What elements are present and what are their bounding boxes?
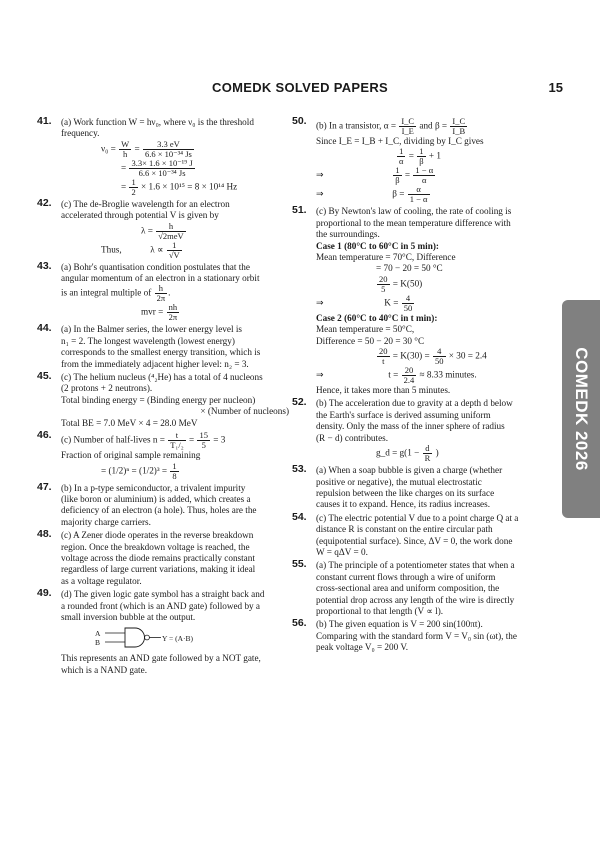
numerator: 20 bbox=[379, 346, 388, 357]
question-number: 49. bbox=[37, 587, 52, 600]
gate-output: Y = (A·B) bbox=[162, 634, 194, 644]
eq-part: = bbox=[121, 181, 127, 192]
eq-part: λ = bbox=[141, 225, 153, 236]
numerator: 4 bbox=[402, 294, 415, 304]
eq-part: ⇒ bbox=[316, 189, 324, 200]
fraction bbox=[402, 294, 415, 313]
numerator: 20 bbox=[402, 366, 417, 376]
text-line: Hence, it takes more than 5 minutes. bbox=[316, 385, 451, 396]
eq-part: = bbox=[121, 162, 127, 173]
question-number: 41. bbox=[37, 115, 52, 127]
denominator: 50 bbox=[403, 302, 413, 313]
equation bbox=[316, 185, 557, 204]
eq-part: (b) In a transistor, α = bbox=[316, 120, 397, 131]
question-number: 43. bbox=[37, 259, 52, 272]
fraction bbox=[167, 241, 182, 260]
eq-part: = K(30) = bbox=[392, 350, 430, 361]
eq-part: g_d = g(1 − bbox=[376, 447, 420, 458]
equation bbox=[61, 222, 291, 241]
question-number: 53. bbox=[292, 463, 307, 476]
text-line: n₁ = 2. The longest wavelength (lowest energy) bbox=[61, 335, 235, 346]
text-line: constant current flows through a wire of uniform bbox=[316, 571, 496, 582]
text-line: Fraction of original sample remaining bbox=[61, 450, 201, 461]
eq-part: λ ∝ bbox=[150, 244, 164, 255]
denominator: β bbox=[395, 175, 400, 186]
text-line: (a) In the Balmer series, the lower energy level is bbox=[61, 324, 242, 335]
fraction bbox=[155, 284, 168, 303]
text-part: is an integral multiple of bbox=[61, 288, 152, 299]
denominator: 50 bbox=[435, 356, 444, 367]
numerator: 1 − α bbox=[415, 165, 434, 176]
text-line: Mean temperature = 50°C, bbox=[316, 324, 415, 335]
question-number: 48. bbox=[37, 528, 52, 541]
question-46 bbox=[37, 431, 291, 480]
equation bbox=[61, 140, 291, 159]
text-line: a rounded front (which is an AND gate) followed by a bbox=[61, 600, 261, 611]
right-column bbox=[292, 117, 557, 656]
text-line: regardless of large current variations, making it ideal bbox=[61, 564, 256, 575]
question-number: 47. bbox=[37, 480, 52, 493]
question-number: 51. bbox=[292, 204, 307, 217]
eq-part: (c) Number of half-lives n = bbox=[61, 434, 165, 445]
text-line: density. Only the mass of the inner sphere of radius bbox=[316, 421, 505, 432]
text-line: (a) Work function W = hν₀, where ν₀ is the threshold bbox=[61, 117, 254, 127]
text-line: (c) The de-Broglie wavelength for an electron bbox=[61, 198, 230, 209]
numerator: 1 bbox=[397, 147, 405, 157]
text-line: which is a NAND gate. bbox=[61, 664, 147, 675]
text-line: Total BE = 7.0 MeV × 4 = 28.0 MeV bbox=[61, 417, 198, 428]
fraction bbox=[119, 140, 131, 159]
text-line: (R − d) contributes. bbox=[316, 432, 389, 443]
eq-part: = bbox=[408, 151, 414, 162]
text-line: accelerated through potential V is given by bbox=[61, 210, 219, 221]
text-line: voltage across the diode remains practically constant bbox=[61, 552, 255, 563]
text-line: as a voltage regulator. bbox=[61, 575, 142, 586]
question-number: 52. bbox=[292, 396, 307, 409]
question-47 bbox=[37, 480, 291, 529]
text-line: (b) In a p-type semiconductor, a trivalent impurity bbox=[61, 482, 246, 493]
question-number: 50. bbox=[292, 115, 307, 127]
fraction bbox=[129, 159, 194, 178]
eq-part: = bbox=[404, 170, 411, 181]
numerator: 4 bbox=[433, 347, 446, 357]
fraction bbox=[168, 431, 185, 450]
denominator: I_B bbox=[452, 126, 466, 136]
equation bbox=[61, 159, 291, 178]
text-line: Case 1 (80°C to 60°C in 5 min): bbox=[316, 240, 439, 251]
text-line: (a) Bohr's quantisation condition postulates that the bbox=[61, 261, 250, 272]
equation bbox=[316, 366, 557, 385]
text-line: (equipotential surface). Since, ΔV = 0, the work done bbox=[316, 535, 513, 546]
fraction bbox=[408, 185, 430, 204]
eq-part: × 1.6 × 10¹⁵ = 8 × 10¹⁴ Hz bbox=[141, 181, 238, 192]
text-line: is an integral multiple of $\frac{h}{2\pi}$ . bbox=[61, 283, 171, 304]
eq-part: K = bbox=[384, 297, 399, 308]
numerator: 15 bbox=[199, 430, 208, 441]
denominator: 5 bbox=[381, 283, 386, 294]
fraction bbox=[170, 462, 178, 481]
question-53 bbox=[292, 465, 557, 511]
eq-part: ⇒ bbox=[316, 369, 324, 380]
denominator: α bbox=[422, 175, 427, 186]
fraction bbox=[417, 147, 425, 166]
eq-part: = bbox=[189, 434, 195, 445]
text-line: peak voltage V₀ = 200 V. bbox=[316, 642, 409, 653]
denominator: t bbox=[382, 356, 385, 367]
equation bbox=[316, 117, 557, 136]
denominator: α bbox=[399, 156, 404, 167]
question-44 bbox=[37, 324, 291, 370]
text-line: potential drop across any length of the wire is directly bbox=[316, 594, 515, 605]
eq-part: = (1/2)ⁿ = (1/2)³ = bbox=[101, 465, 168, 476]
numerator: t bbox=[168, 431, 185, 441]
fraction bbox=[450, 117, 467, 136]
fraction bbox=[143, 140, 194, 159]
denominator: T₁/₂ bbox=[170, 440, 184, 451]
fraction bbox=[423, 444, 433, 463]
numerator: I_C bbox=[452, 116, 466, 126]
left-column bbox=[37, 117, 291, 678]
fraction bbox=[397, 147, 405, 166]
numerator: 3.3 eV bbox=[143, 140, 194, 150]
text-line: angular momentum of an electron in a stationary orbit bbox=[61, 273, 260, 284]
denominator: β bbox=[419, 156, 424, 167]
question-42 bbox=[37, 196, 291, 260]
fraction bbox=[156, 222, 185, 241]
text-line: proportional to the mean temperature difference with bbox=[316, 217, 511, 228]
fraction bbox=[197, 431, 210, 450]
denominator: h bbox=[123, 148, 128, 159]
text-line: (2 protons + 2 neutrons). bbox=[61, 383, 153, 394]
nand-gate-diagram bbox=[91, 625, 291, 651]
question-54 bbox=[292, 510, 557, 559]
denominator: I_E bbox=[401, 126, 414, 136]
denominator: 2 bbox=[131, 186, 136, 197]
text-line: (d) The given logic gate symbol has a straight back and bbox=[61, 589, 265, 600]
question-50 bbox=[292, 117, 557, 204]
side-tab bbox=[562, 300, 600, 518]
page-number: 15 bbox=[548, 80, 563, 95]
eq-part: = K(50) bbox=[392, 278, 423, 289]
gate-input-a: A bbox=[95, 629, 101, 639]
gate-input-b: B bbox=[95, 638, 101, 648]
text-line: (like boron or aluminium) is added, which creates a bbox=[61, 493, 251, 504]
denominator: 2π bbox=[156, 293, 166, 304]
denominator: 8 bbox=[172, 470, 177, 481]
equation bbox=[316, 166, 557, 185]
fraction bbox=[433, 347, 446, 366]
equation bbox=[316, 147, 557, 166]
eq-part: = 3 bbox=[213, 434, 226, 445]
numerator: I_C bbox=[401, 116, 415, 126]
text-line: × (Number of nucleons) bbox=[200, 406, 289, 417]
equation bbox=[61, 241, 291, 260]
numerator: W bbox=[121, 138, 130, 149]
numerator: 1 bbox=[172, 460, 177, 471]
eq-part: ν₀ = bbox=[101, 143, 116, 154]
question-43 bbox=[37, 259, 291, 323]
text-line: (a) The principle of a potentiometer states that when a bbox=[316, 560, 515, 571]
equation bbox=[316, 444, 557, 463]
text-line: This represents an AND gate followed by a NOT gate, bbox=[61, 653, 261, 664]
equation bbox=[316, 347, 557, 366]
eq-part: Thus, bbox=[101, 244, 122, 255]
denominator: 6.6 × 10⁻³⁴ Js bbox=[138, 167, 186, 178]
text-line: (c) The electric potential V due to a point charge Q at a bbox=[316, 512, 519, 523]
question-number: 56. bbox=[292, 617, 307, 630]
fraction bbox=[413, 166, 435, 185]
denominator: 2.4 bbox=[403, 375, 415, 386]
eq-part: ⇒ bbox=[316, 297, 324, 308]
text-line: from the immediately adjacent higher level: n₂ = 3. bbox=[61, 358, 249, 369]
question-52 bbox=[292, 398, 557, 463]
numerator: 20 bbox=[379, 273, 388, 284]
question-55 bbox=[292, 560, 557, 617]
numerator: nh bbox=[167, 303, 180, 313]
numerator: 1 bbox=[417, 147, 425, 157]
numerator: 1 bbox=[131, 176, 136, 187]
text-line: (b) The given equation is V = 200 sin(100πt). bbox=[316, 619, 483, 630]
equation bbox=[61, 462, 291, 481]
text-line: distance R is constant on the entire circular path bbox=[316, 524, 493, 535]
eq-part: ≈ 8.33 minutes. bbox=[419, 369, 477, 380]
fraction bbox=[167, 303, 180, 322]
text-line: Difference = 50 − 20 = 30 °C bbox=[316, 335, 425, 346]
equation bbox=[61, 303, 291, 322]
text-line: corresponds to the smallest energy transition, which is bbox=[61, 347, 261, 358]
side-tab-text: COMEDK 2026 bbox=[572, 347, 591, 471]
numerator: h bbox=[155, 284, 168, 294]
page-header bbox=[0, 80, 600, 100]
equation bbox=[61, 431, 291, 450]
fraction bbox=[377, 347, 390, 366]
equation bbox=[316, 294, 557, 313]
text-line: small inversion bubble at the output. bbox=[61, 611, 196, 622]
text-line: (c) By Newton's law of cooling, the rate of cooling is bbox=[316, 206, 512, 217]
denominator: 1 − α bbox=[409, 194, 428, 205]
denominator: √V bbox=[168, 249, 180, 260]
eq-part: + 1 bbox=[428, 151, 441, 162]
fraction bbox=[402, 366, 417, 385]
denominator: R bbox=[424, 453, 431, 464]
text-line: (c) A Zener diode operates in the reverse breakdown bbox=[61, 530, 254, 541]
text-line: causes it to expand. Hence, its radius increases. bbox=[316, 499, 490, 510]
numerator: h bbox=[156, 222, 185, 232]
eq-part: ⇒ bbox=[316, 170, 324, 181]
text-line: (c) The helium nucleus (⁴₂He) has a total of 4 nucleons bbox=[61, 372, 263, 383]
text-line: (b) The acceleration due to gravity at a depth d below bbox=[316, 398, 513, 409]
fraction bbox=[129, 178, 137, 197]
fraction bbox=[399, 117, 416, 136]
equation bbox=[316, 275, 557, 294]
text-line: repulsion between the like charges on its surface bbox=[316, 487, 495, 498]
text-line: Case 2 (60°C to 40°C in t min): bbox=[316, 312, 438, 323]
text-line: frequency. bbox=[61, 128, 100, 139]
denominator: 2π bbox=[168, 312, 178, 323]
eq-part: = bbox=[134, 143, 140, 154]
text-line: (a) When a soap bubble is given a charge (whether bbox=[316, 465, 503, 476]
question-48 bbox=[37, 530, 291, 587]
question-41 bbox=[37, 117, 291, 197]
question-number: 42. bbox=[37, 196, 52, 209]
question-number: 44. bbox=[37, 322, 52, 335]
text-line: W = qΔV = 0. bbox=[316, 546, 368, 557]
text-line: proportional to that length (V ∝ l). bbox=[316, 605, 444, 616]
numerator: α bbox=[408, 185, 430, 195]
eq-part: and β = bbox=[419, 120, 448, 131]
question-number: 54. bbox=[292, 510, 307, 523]
numerator: 1 bbox=[393, 166, 401, 176]
numerator: 1 bbox=[167, 241, 182, 251]
numerator: 3.3× 1.6 × 10⁻¹⁹ J bbox=[131, 157, 193, 168]
fraction bbox=[393, 166, 401, 185]
text-line: positive or negative), the mutual electrostatic bbox=[316, 476, 482, 487]
eq-part: × 30 = 2.4 bbox=[448, 350, 487, 361]
text-line: the surroundings. bbox=[316, 229, 380, 240]
text-line: = 70 − 20 = 50 °C bbox=[376, 263, 443, 274]
fraction bbox=[377, 275, 390, 294]
equation bbox=[61, 178, 291, 197]
question-number: 46. bbox=[37, 429, 52, 442]
text-line: region. Once the breakdown voltage is reached, the bbox=[61, 541, 250, 552]
eq-part: β = bbox=[392, 189, 405, 200]
question-51 bbox=[292, 206, 557, 396]
numerator: d bbox=[423, 444, 433, 454]
denominator: 5 bbox=[201, 440, 206, 451]
text-line: Since I_E = I_B + I_C, dividing by I_C gives bbox=[316, 136, 484, 146]
question-number: 55. bbox=[292, 558, 307, 571]
text-line: the Earth's surface is derived assuming uniform bbox=[316, 409, 491, 420]
text-line: cross-sectional area and uniform composition, the bbox=[316, 583, 500, 594]
eq-part: t = bbox=[388, 369, 399, 380]
text-line: Total binding energy = (Binding energy per nucleon) bbox=[61, 394, 256, 405]
question-number: 45. bbox=[37, 370, 52, 383]
question-56 bbox=[292, 619, 557, 653]
text-line: majority charge carriers. bbox=[61, 516, 151, 527]
text-line: Mean temperature = 70°C, Difference bbox=[316, 252, 456, 263]
question-49 bbox=[37, 589, 291, 676]
denominator: 6.6 × 10⁻³⁴ Js bbox=[144, 148, 192, 159]
denominator: √2meV bbox=[158, 230, 184, 241]
eq-part: ) bbox=[435, 447, 439, 458]
text-line: deficiency of an electron (a hole). Thus, holes are the bbox=[61, 505, 257, 516]
question-45 bbox=[37, 372, 291, 429]
header-title: COMEDK SOLVED PAPERS bbox=[212, 80, 388, 95]
eq-part: mvr = bbox=[141, 307, 164, 318]
text-line: Comparing with the standard form V = V₀ sin (ωt), the bbox=[316, 630, 517, 641]
